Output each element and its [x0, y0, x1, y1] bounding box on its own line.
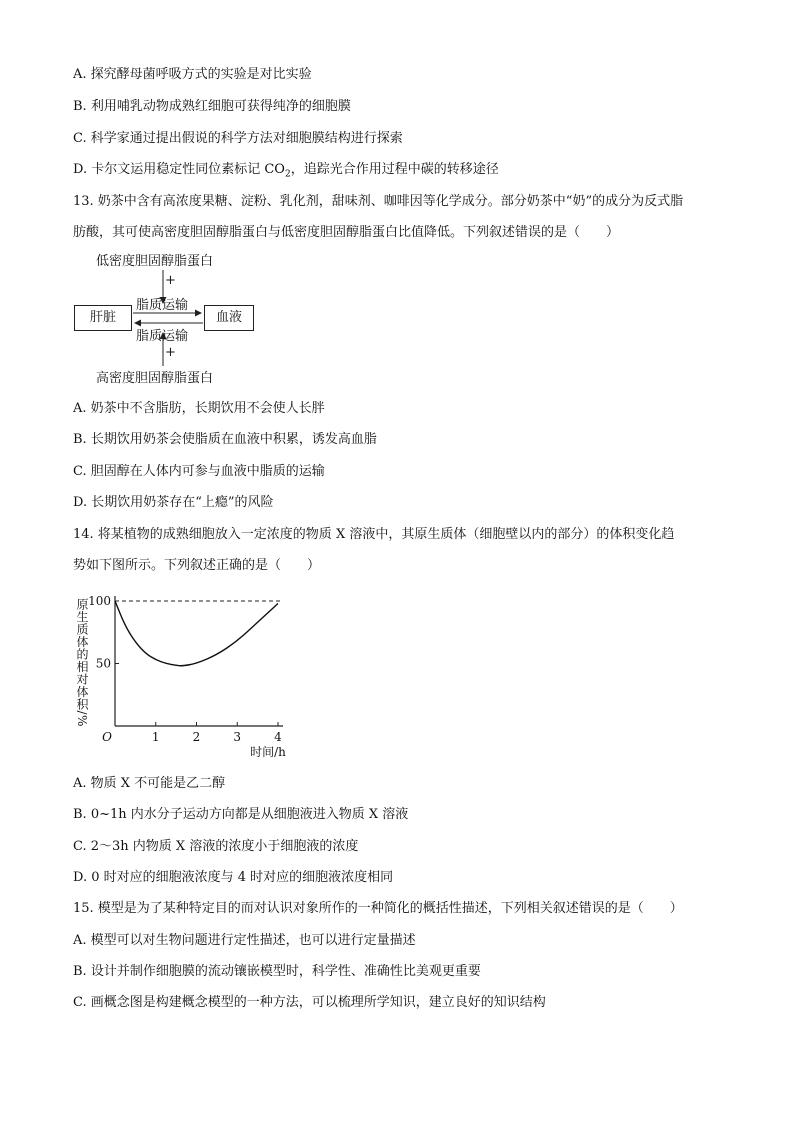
x-tick-label-4: 4 [274, 730, 282, 744]
q12-option-d-prefix: D. 卡尔文运用稳定性同位素标记 CO [73, 162, 285, 177]
top-plus: + [165, 273, 176, 288]
q14-option-d: D. 0 时对应的细胞液浓度与 4 时对应的细胞液浓度相同 [73, 870, 394, 885]
q15-stem: 15. 模型是为了某种特定目的而对认识对象所作的一种简化的概括性描述，下列相关叙述错误的是（ ） [73, 901, 683, 916]
liver-box: 肝脏 [74, 305, 132, 331]
q12-option-a: A. 探究酵母菌呼吸方式的实验是对比实验 [73, 67, 312, 82]
q13-stem-line1: 13. 奶茶中含有高浓度果糖、淀粉、乳化剂，甜味剂、咖啡因等化学成分。部分奶茶中“奶”的成分为反式脂 [73, 194, 684, 209]
q14-option-a: A. 物质 X 不可能是乙二醇 [73, 776, 226, 791]
q15-option-c: C. 画概念图是构建概念模型的一种方法，可以梳理所学知识，建立良好的知识结构 [73, 995, 546, 1010]
y-axis-label: 原生质体的相对体积/% [75, 598, 89, 727]
q13-diagram [70, 250, 270, 390]
q13-option-c: C. 胆固醇在人体内可参与血液中脂质的运输 [73, 464, 325, 479]
x-tick-label-3: 3 [233, 730, 242, 744]
x-axis-label: 时间/h [250, 745, 286, 759]
q12-option-d [73, 161, 499, 184]
q15-option-a: A. 模型可以对生物问题进行定性描述，也可以进行定量描述 [73, 933, 416, 948]
q12-option-b: B. 利用哺乳动物成熟红细胞可获得纯净的细胞膜 [73, 99, 351, 114]
lower-transport-label: 脂质运输 [136, 329, 189, 344]
ldl-label: 低密度胆固醇脂蛋白 [96, 254, 214, 269]
q14-chart-svg [68, 588, 308, 760]
y-tick-label-100: 100 [88, 594, 111, 608]
volume-curve [115, 601, 278, 666]
q13-option-d: D. 长期饮用奶茶存在“上瘾”的风险 [73, 495, 274, 510]
y-tick-label-50: 50 [95, 656, 111, 671]
origin-label: O [102, 730, 112, 744]
q14-option-c: C. 2～3h 内物质 X 溶液的浓度小于细胞液的浓度 [73, 839, 359, 854]
q12-option-d-sub: 2 [284, 169, 291, 180]
x-tick-label-1: 1 [151, 730, 160, 744]
q14-stem-line2: 势如下图所示。下列叙述正确的是（ ） [73, 558, 321, 573]
q14-chart [68, 588, 308, 760]
q13-option-a: A. 奶茶中不含脂肪，长期饮用不会使人长胖 [73, 401, 325, 416]
q12-option-d-suffix: ，追踪光合作用过程中碳的转移途径 [290, 162, 499, 177]
q15-option-b: B. 设计并制作细胞膜的流动镶嵌模型时，科学性、准确性比美观更重要 [73, 964, 481, 979]
x-tick-label-2: 2 [192, 730, 201, 744]
q12-option-c: C. 科学家通过提出假说的科学方法对细胞膜结构进行探索 [73, 131, 403, 146]
upper-transport-label: 脂质运输 [136, 298, 189, 313]
hdl-label: 高密度胆固醇脂蛋白 [96, 371, 214, 386]
blood-box: 血液 [204, 305, 254, 331]
q14-stem-line1: 14. 将某植物的成熟细胞放入一定浓度的物质 X 溶液中，其原生质体（细胞壁以内的部分）的体积变化趋 [73, 527, 675, 542]
q13-stem-line2: 肪酸，其可使高密度胆固醇脂蛋白与低密度胆固醇脂蛋白比值降低。下列叙述错误的是（ ） [73, 225, 620, 240]
bottom-plus: + [165, 345, 176, 360]
q14-option-b: B. 0~1h 内水分子运动方向都是从细胞液进入物质 X 溶液 [73, 807, 409, 822]
q13-option-b: B. 长期饮用奶茶会使脂质在血液中积累，诱发高血脂 [73, 432, 377, 447]
